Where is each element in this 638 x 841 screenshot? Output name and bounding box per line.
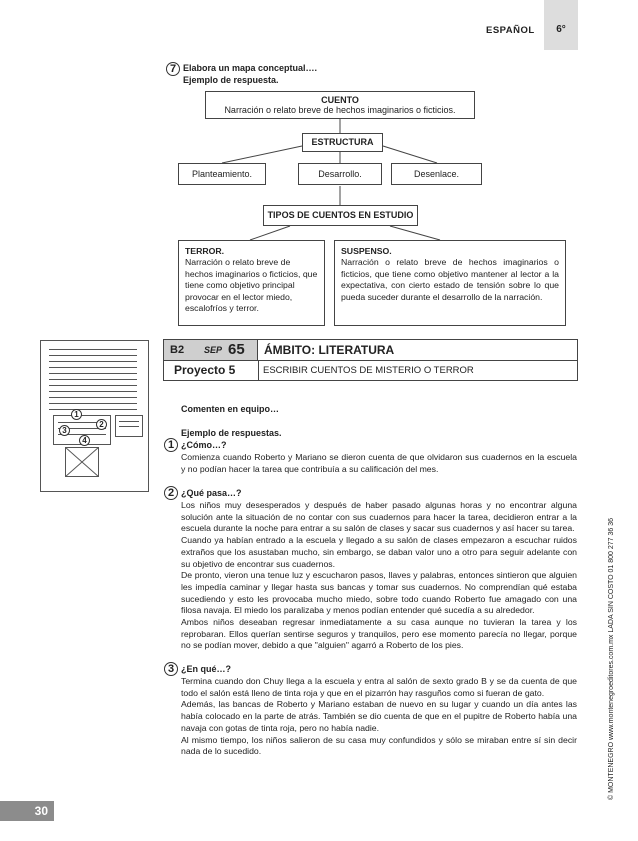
- story-types-box: TIPOS DE CUENTOS EN ESTUDIO: [263, 205, 418, 226]
- question-3-paragraph-2: Además, las bancas de Roberto y Mariano estaban de nuevo en su lugar y cuando un día antes las había colocado en la parte de atrás. También se dio cuenta de que en el pupitre de Roberto había una navaja con gotas de tinta roja, pero no había nadie.: [181, 699, 577, 733]
- question-2-paragraph-2: Cuando ya habían entrado a la escuela y llegado a su salón de clases empezaron a escuchar ruidos extraños que los asustaban mucho, sin embargo, se daban valor uno a otro para seguir adelante con su objetivo de encontrar sus cuadernos.: [181, 535, 577, 569]
- project-banner: [163, 339, 578, 381]
- image-placeholder-icon: [65, 447, 99, 477]
- small-box-icon: [115, 415, 143, 437]
- sep-label: SEP: [204, 345, 223, 355]
- marker-3-icon: 3: [59, 425, 70, 436]
- text-lines-icon: [49, 349, 137, 413]
- structure-item-desenlace: Desenlace.: [391, 163, 482, 185]
- structure-box: ESTRUCTURA: [302, 133, 383, 152]
- banner-col-divider: [258, 360, 259, 381]
- banner-divider: [164, 360, 577, 361]
- concept-map-example-label: Ejemplo de respuesta.: [183, 75, 279, 85]
- question-2-answer: [181, 500, 577, 652]
- question-3-title: ¿En qué…?: [181, 664, 231, 674]
- ambito-label: ÁMBITO: LITERATURA: [264, 343, 395, 357]
- question-2-title: ¿Qué pasa…?: [181, 488, 242, 498]
- suspense-text: Narración o relato breve de hechos imaginarios o ficticios, que tiene como objetivo mantener al lector a la expectativa, con cierto estado de tensión sobre lo que pueda suceder durante el desarrollo de la narración.: [341, 257, 559, 302]
- concept-map-instruction: Elabora un mapa conceptual….: [183, 63, 318, 73]
- marker-2-icon: 2: [96, 419, 107, 430]
- question-3-answer: [181, 676, 577, 758]
- question-number-2: 2: [164, 486, 178, 500]
- structure-item-planteamiento: Planteamiento.: [178, 163, 266, 185]
- structure-item-desarrollo: Desarrollo.: [298, 163, 382, 185]
- subject-label: ESPAÑOL: [486, 25, 535, 36]
- block-label: B2: [170, 344, 185, 356]
- question-number-1: 1: [164, 438, 178, 452]
- project-label: Proyecto 5: [174, 363, 236, 377]
- question-1-title: ¿Cómo…?: [181, 440, 227, 450]
- question-2-paragraph-3: De pronto, vieron una tenue luz y escucharon pasos, llaves y palabras, entonces sintieron que alguien les impedía caminar y llegar hasta sus bancas y tomar sus cuadernos. No comprendían qué estaba sucediendo y esto les provocaba mucho miedo, sobre todo cuando Roberto fue amagado con una filosa navaja. El miedo los paralizaba y menos podían entender qué sucedía a su alrededor.: [181, 570, 577, 616]
- concept-root-box: [205, 91, 475, 119]
- question-3-paragraph-1: Termina cuando don Chuy llega a la escuela y entra al salón de sexto grado B y se da cuenta de que todo el salón está lleno de tinta roja y que en el pizarrón hay rasguños como si fueran de gato.: [181, 676, 577, 698]
- publisher-vertical-text: © MONTENEGRO www.montenegroeditores.com.mx LADA SIN COSTO 01 800 277 36 36: [608, 517, 615, 800]
- concept-root-text: Narración o relato breve de hechos imaginarios o ficticios.: [224, 105, 456, 115]
- page-layout-icon: [40, 340, 149, 492]
- question-1-answer: Comienza cuando Roberto y Mariano se dieron cuenta de que olvidaron sus cuadernos en la escuela y no podían hacer la tarea que contribuía a su calificación del mes.: [181, 452, 577, 474]
- page-number: 30: [0, 801, 54, 821]
- terror-box: [178, 240, 325, 326]
- suspense-title: SUSPENSO.: [341, 246, 392, 256]
- sep-page: 65: [228, 341, 245, 358]
- activity-number-7: 7: [166, 62, 180, 76]
- project-title: ESCRIBIR CUENTOS DE MISTERIO O TERROR: [263, 365, 474, 376]
- question-3-paragraph-3: Al mismo tiempo, los niños salieron de su casa muy confundidos y sólo se miraban entre sí sin decir nada de lo sucedido.: [181, 734, 577, 757]
- terror-text: Narración o relato breve de hechos imaginarios o ficticios, que tiene como objetivo principal provocar en el lector miedo, escalofríos y terror.: [185, 257, 318, 313]
- terror-title: TERROR.: [185, 246, 225, 256]
- suspense-box: [334, 240, 566, 326]
- question-2-paragraph-4: Ambos niños deseaban regresar inmediatamente a su casa aunque no tuvieran la tarea y los reprobaran. Ellos querían sentirse seguros y tranquilos, pero ese momento parecía no llegar, porque no se podían mover, debido a que "alguien" agarró a Roberto de los pies.: [181, 617, 577, 651]
- concept-root-title: CUENTO: [321, 95, 359, 105]
- question-2-paragraph-1: Los niños muy desesperados y después de haber pasado algunas horas y no encontrar alguna solución ante la situación de no contar con sus cuadernos para hacer la tarea, decidieron entrar a la escuela durante la noche para entrar a su salón de clases y sacar sus cuadernos y así hacer su tarea.: [181, 500, 577, 534]
- marker-4-icon: 4: [79, 435, 90, 446]
- grade-badge: 6°: [544, 0, 578, 50]
- marker-1-icon: 1: [71, 409, 82, 420]
- discussion-intro: Comenten en equipo…: [181, 404, 280, 414]
- question-number-3: 3: [164, 662, 178, 676]
- answers-example-label: Ejemplo de respuestas.: [181, 428, 282, 438]
